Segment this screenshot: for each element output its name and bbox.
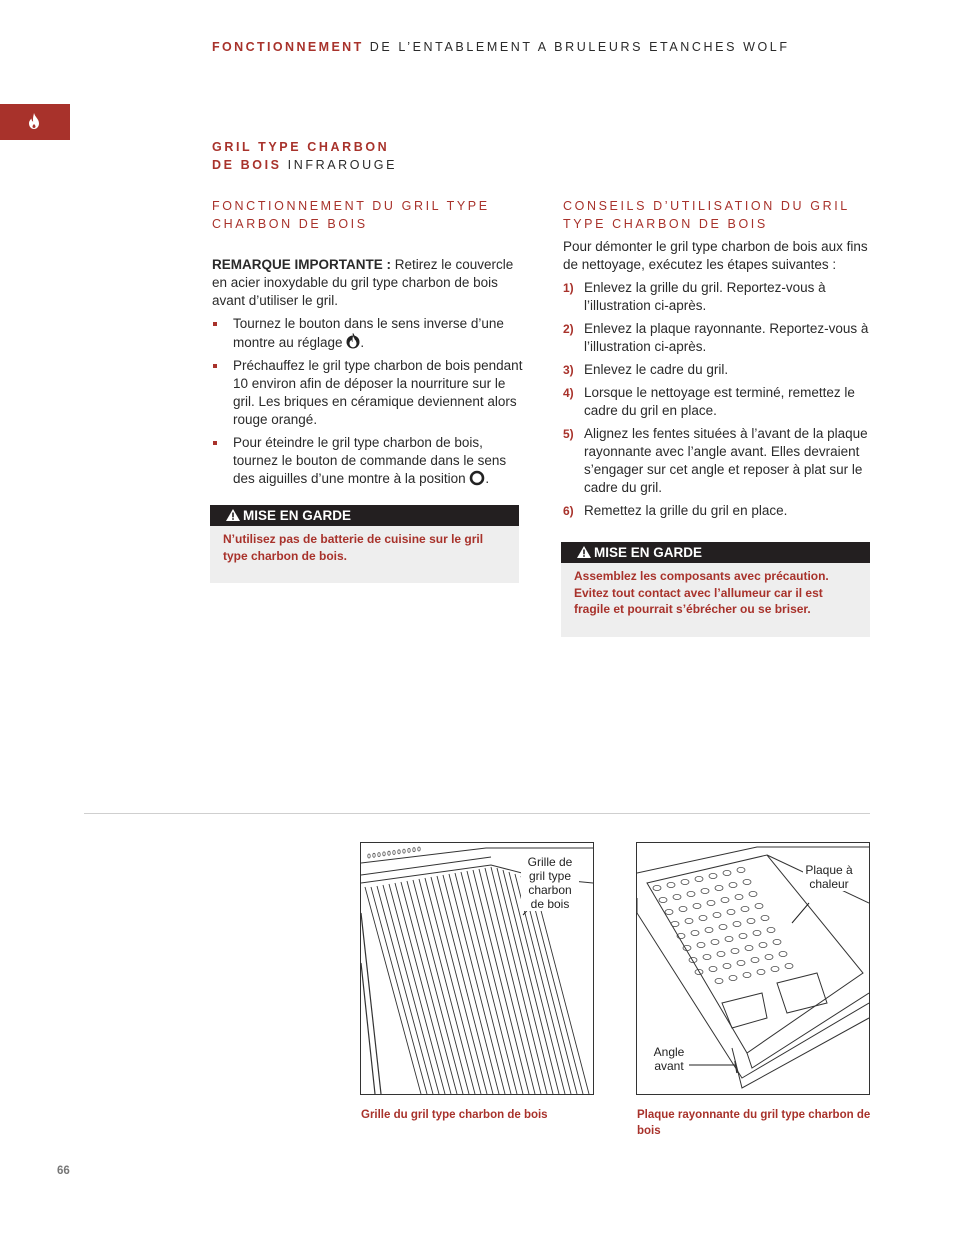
step-number: 2) [563, 322, 574, 336]
warning-triangle-icon [226, 509, 240, 521]
header-bold: FONCTIONNEMENT [212, 40, 364, 54]
front-angle-label: Angle avant [649, 1045, 689, 1073]
step-number: 5) [563, 427, 574, 441]
warning-text: N’utilisez pas de batterie de cuisine sur le gril type charbon de bois. [223, 532, 484, 563]
bullet-square-icon [213, 322, 217, 326]
section-title-line2-rest: INFRAROUGE [281, 158, 398, 172]
step-number: 6) [563, 504, 574, 518]
bullet-square-icon [213, 364, 217, 368]
bullet-text: Tournez le bouton dans le sens inverse d’une montre au réglage [233, 316, 504, 350]
list-item [563, 425, 875, 497]
list-item [212, 434, 526, 488]
warning-text: Assemblez les composants avec précaution. Evitez tout contact avec l’allumeur car il est fragile et pourrait s’ébrécher ou se briser. [574, 569, 829, 616]
left-subheading-line1: FONCTIONNEMENT DU GRIL TYPE [212, 199, 490, 213]
section-title-line2 [212, 156, 397, 174]
bullet-text: Pour éteindre le gril type charbon de bois, tournez le bouton de commande dans le sens des aiguilles d’une montre à la position [233, 435, 507, 486]
list-item [563, 502, 875, 520]
header-rest: DE L’ENTABLEMENT A BRULEURS ETANCHES WOLF [363, 40, 790, 54]
list-item [563, 384, 875, 420]
list-item [563, 279, 875, 315]
flame-setting-icon [346, 333, 360, 349]
warning-triangle-icon [577, 546, 591, 558]
important-note-label: REMARQUE IMPORTANTE : [212, 257, 391, 272]
important-note [212, 256, 526, 310]
cleaning-intro: Pour démonter le gril type charbon de bois aux fins de nettoyage, exécutez les étapes suivantes : [563, 239, 868, 272]
right-subheading-line2: TYPE CHARBON DE BOIS [563, 217, 768, 231]
left-subheading [212, 197, 490, 233]
page-number: 66 [57, 1165, 70, 1177]
page-header [212, 40, 790, 54]
grill-grate-illustration [360, 842, 594, 1095]
instruction-bullets [212, 315, 526, 493]
figure-caption-plate: Plaque rayonnante du gril type charbon de bois [637, 1109, 871, 1137]
flame-icon [28, 113, 40, 129]
step-number: 1) [563, 281, 574, 295]
radiant-plate-illustration [636, 842, 870, 1095]
step-text: Enlevez la grille du gril. Reportez-vous à l’illustration ci-après. [584, 280, 826, 313]
list-item [212, 315, 526, 352]
section-title-line1: GRIL TYPE CHARBON [212, 140, 390, 154]
section-title [212, 138, 397, 174]
warning-title: MISE EN GARDE [243, 508, 352, 523]
bullet-square-icon [213, 441, 217, 445]
left-subheading-line2: CHARBON DE BOIS [212, 217, 368, 231]
figure-caption-grate: Grille du gril type charbon de bois [361, 1109, 548, 1121]
right-subheading [563, 197, 850, 233]
list-item [563, 320, 875, 356]
warning-title: MISE EN GARDE [594, 545, 703, 560]
step-text: Remettez la grille du gril en place. [584, 503, 788, 518]
step-text: Lorsque le nettoyage est terminé, remettez le cadre du gril en place. [584, 385, 855, 418]
step-text: Enlevez la plaque rayonnante. Reportez-vous à l’illustration ci-après. [584, 321, 869, 354]
bullet-text-end: . [485, 471, 490, 486]
warning-box-left [210, 505, 519, 583]
heat-plate-label: Plaque à chaleur [803, 863, 855, 891]
cleaning-steps [563, 279, 875, 525]
step-number: 3) [563, 363, 574, 377]
grill-grate-label: Grille de gril type charbon de bois [521, 855, 579, 911]
warning-title-bar [561, 542, 870, 563]
bullet-text: Préchauffez le gril type charbon de bois pendant 10 environ afin de déposer la nourriture sur le gril. Les briques en céramique deviennent alors rouge orangé. [233, 358, 523, 427]
step-text: Enlevez le cadre du gril. [584, 362, 729, 377]
list-item [563, 361, 875, 379]
important-note-text: Retirez le couvercle en acier inoxydable du gril type charbon de bois avant d’utiliser le gril. [212, 257, 514, 308]
list-item [212, 357, 526, 429]
step-number: 4) [563, 386, 574, 400]
section-title-line2-bold: DE BOIS [212, 158, 282, 172]
bullet-text-end: . [360, 335, 365, 350]
warning-title-bar [210, 505, 519, 526]
right-subheading-line1: CONSEILS D’UTILISATION DU GRIL [563, 199, 850, 213]
section-tab [0, 104, 70, 140]
warning-box-right [561, 542, 870, 637]
step-text: Alignez les fentes situées à l’avant de la plaque rayonnante avec l’angle avant. Elles devraient s’engager sur cet angle et reposer à plat sur le cadre du gril. [584, 426, 868, 495]
section-divider [84, 813, 870, 814]
off-position-icon [469, 470, 485, 486]
